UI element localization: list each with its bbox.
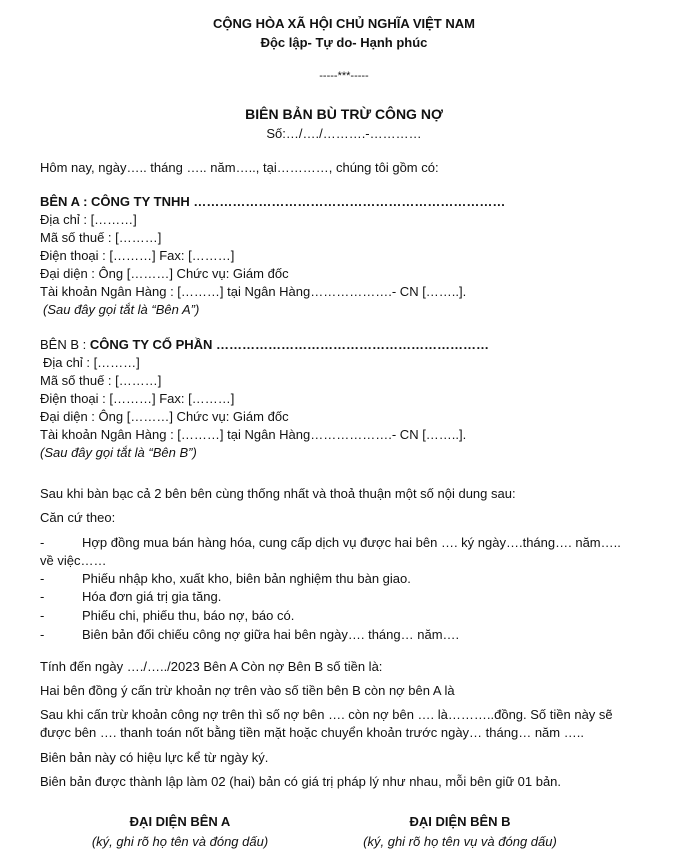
bullet-dash: - — [40, 627, 45, 642]
signature-a-title: ĐẠI DIỆN BÊN A — [129, 814, 231, 829]
party-b-representative: Đại diện : Ông [………] Chức vụ: Giám đốc — [40, 409, 289, 424]
bullet-dash: - — [40, 571, 45, 586]
agreement-line: Sau khi bàn bạc cả 2 bên bên cùng thống nhất và thoả thuận một số nội dung sau: — [40, 486, 516, 501]
party-b-tax-code: Mã số thuế : [………] — [40, 373, 162, 388]
offset-agreement: Hai bên đồng ý cấn trừ khoản nợ trên vào số tiền bên B còn nợ bên A là — [40, 683, 455, 698]
bullet-dash: - — [40, 535, 45, 550]
basis-item-text: Biên bản đối chiếu công nợ giữa hai bên ngày…. tháng… năm…. — [82, 627, 460, 642]
party-a-tax-code: Mã số thuế : [………] — [40, 230, 162, 245]
debt-statement: Tính đến ngày …./…../2023 Bên A Còn nợ Bên B số tiền là: — [40, 659, 383, 674]
basis-item-text: Phiếu nhập kho, xuất kho, biên bản nghiệm thu bàn giao. — [82, 571, 411, 586]
signature-b-title: ĐẠI DIỆN BÊN B — [409, 814, 511, 829]
copies-line: Biên bản được thành lập làm 02 (hai) bản có giá trị pháp lý như nhau, mỗi bên giữ 01 bản. — [40, 774, 562, 789]
motto: Độc lập- Tự do- Hạnh phúc — [260, 35, 428, 50]
signature-b-note: (ký, ghi rõ họ tên vụ và đóng dấu) — [363, 834, 557, 849]
document-title: BIÊN BẢN BÙ TRỪ CÔNG NỢ — [245, 106, 443, 122]
party-b-phone-fax: Điện thoại : [………] Fax: [………] — [40, 391, 235, 406]
party-b-heading — [40, 337, 489, 353]
party-b-bank: Tài khoản Ngân Hàng : [………] tại Ngân Hàng……………….- CN [……..]. — [40, 427, 467, 442]
basis-label: Căn cứ theo: — [40, 510, 116, 525]
basis-item-text: Phiếu chi, phiếu thu, báo nợ, báo có. — [82, 608, 295, 623]
after-offset-line-1: Sau khi cấn trừ khoản công nợ trên thì số nợ bên …. còn nợ bên …. là………..đồng. Số tiền này sẽ — [40, 707, 613, 722]
party-a-alias: (Sau đây gọi tắt là “Bên A”) — [43, 302, 200, 317]
intro-line: Hôm nay, ngày….. tháng ….. năm….., tại…………, chúng tôi gồm có: — [40, 160, 439, 175]
party-a-bank: Tài khoản Ngân Hàng : [………] tại Ngân Hàng……………….- CN [……..]. — [40, 284, 467, 299]
header-separator: -----***----- — [319, 70, 369, 82]
party-b-heading-prefix: BÊN B : — [40, 337, 90, 352]
party-b-address: Địa chỉ : [………] — [43, 355, 140, 370]
effective-line: Biên bản này có hiệu lực kể từ ngày ký. — [40, 750, 269, 765]
document-number: Số:…/…./……….-………… — [266, 126, 422, 141]
signature-a-note: (ký, ghi rõ họ tên và đóng dấu) — [91, 834, 269, 849]
bullet-dash: - — [40, 608, 45, 623]
party-b-alias: (Sau đây gọi tắt là “Bên B”) — [40, 445, 197, 460]
party-a-address: Địa chỉ : [………] — [40, 212, 137, 227]
party-a-phone-fax: Điện thoại : [………] Fax: [………] — [40, 248, 235, 263]
after-offset-line-2: được bên …. thanh toán nốt bằng tiền mặt hoặc chuyển khoản trước ngày… tháng… năm ….. — [40, 725, 584, 740]
party-a-representative: Đại diện : Ông [………] Chức vụ: Giám đốc — [40, 266, 289, 281]
party-b-company: CÔNG TY CỔ PHẦN ……………………………………………………… — [89, 337, 490, 352]
bullet-dash: - — [40, 589, 45, 604]
basis-item-text: Hợp đồng mua bán hàng hóa, cung cấp dịch vụ được hai bên …. ký ngày….tháng…. năm….. — [82, 535, 621, 550]
basis-item-continuation: về việc…… — [40, 553, 107, 568]
party-a-heading: BÊN A : CÔNG TY TNHH ……………………………………………………………… — [40, 194, 506, 209]
basis-item-text: Hóa đơn giá trị gia tăng. — [82, 589, 222, 604]
country-heading: CỘNG HÒA XÃ HỘI CHỦ NGHĨA VIỆT NAM — [213, 16, 475, 31]
